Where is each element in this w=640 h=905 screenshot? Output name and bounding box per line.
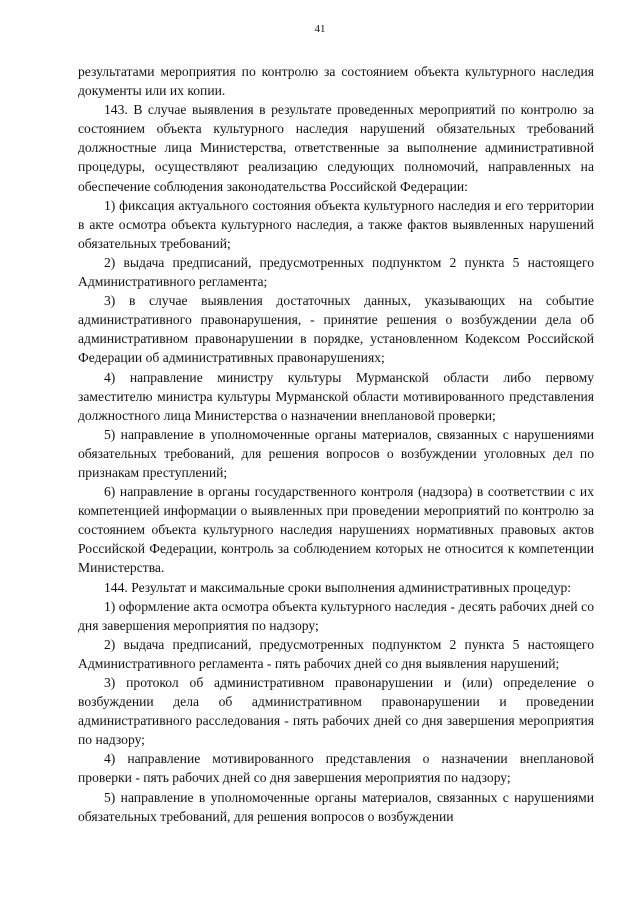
list-item-144-1: 1) оформление акта осмотра объекта культурного наследия - десять рабочих дней со дня завершения мероприятия по надзору; [78, 598, 594, 633]
list-item-144-3: 3) протокол об административном правонарушении и (или) определение о возбуждении дела об административном правонарушении и проведении административного расследования - пять рабочих дней со дня завершения мероприятия по надзору; [78, 675, 594, 748]
list-item-143-2: 2) выдача предписаний, предусмотренных подпунктом 2 пункта 5 настоящего Административного регламента; [78, 254, 594, 290]
paragraph-continuation: результатами мероприятия по контролю за состоянием объекта культурного наследия документы или их копии. [78, 64, 594, 99]
document-body [78, 62, 594, 826]
list-item-143-6: 6) направление в органы государственного контроля (надзора) в соответствии с их компетенцией информации о выявленных при проведении мероприятий по контролю за состоянием объекта культурного наследия нарушениях нормативных правовых актов Российской Федерации, контроль за соблюдением которых не относится к компетенции Министерства. [78, 484, 594, 576]
paragraph-143: 143. В случае выявления в результате проведенных мероприятий по контролю за состоянием объекта культурного наследия нарушений обязательных требований должностные лица Министерства, ответственные за выполнение административной процедуры, осуществляют реализацию следующих полномочий, направленных на обеспечение соблюдения законодательства Российской Федерации: [78, 102, 594, 194]
list-item-143-4: 4) направление министру культуры Мурманской области либо первому заместителю министра культуры Мурманской области мотивированного представления должностного лица Министерства о назначении внеплановой проверки; [78, 369, 594, 423]
list-item-144-2: 2) выдача предписаний, предусмотренных подпунктом 2 пункта 5 настоящего Административного регламента - пять рабочих дней со дня выявления нарушений; [78, 636, 594, 671]
list-item-143-3: 3) в случае выявления достаточных данных, указывающих на событие административного правонарушения, - принятие решения о возбуждении дела об административном правонарушении в порядке, установленном Кодексом Российской Федерации об административных правонарушениях; [78, 293, 594, 366]
list-item-144-4: 4) направление мотивированного представления о назначении внеплановой проверки - пять рабочих дней со дня завершения мероприятия по надзору; [78, 751, 594, 786]
paragraph-144: 144. Результат и максимальные сроки выполнения административных процедур: [104, 579, 572, 595]
list-item-144-5: 5) направление в уполномоченные органы материалов, связанных с нарушениями обязательных требований, для решения вопросов о возбуждении [78, 789, 594, 824]
page-number: 41 [314, 23, 326, 35]
list-item-143-5: 5) направление в уполномоченные органы материалов, связанных с нарушениями обязательных требований, для решения вопросов о возбуждении уголовных дел по признакам преступлений; [78, 426, 594, 480]
list-item-143-1: 1) фиксация актуального состояния объекта культурного наследия и его территории в акте осмотра объекта культурного наследия, а также фактов выявленных нарушений обязательных требований; [78, 197, 594, 251]
